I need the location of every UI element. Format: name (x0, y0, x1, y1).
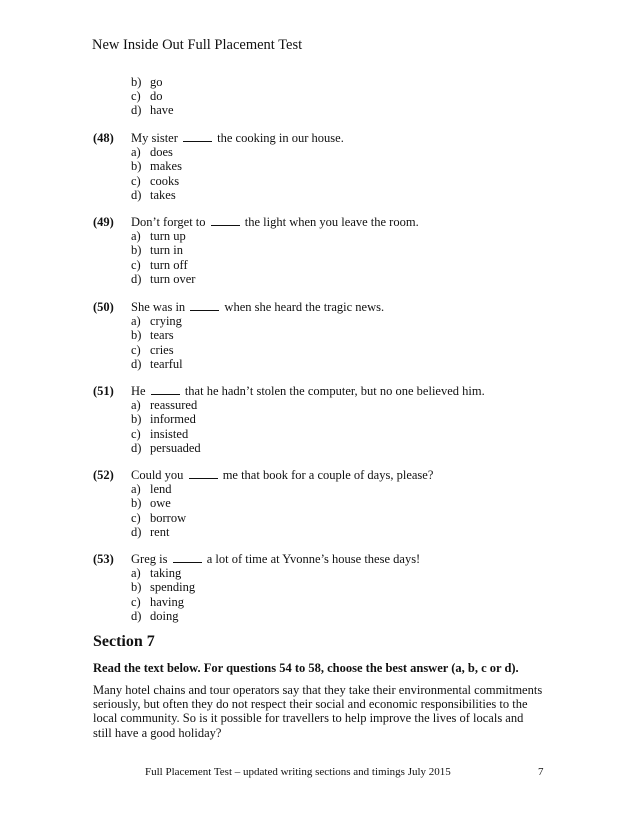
answer-blank (211, 215, 240, 226)
question-number: (49) (93, 215, 114, 229)
option (131, 314, 183, 328)
section-instructions: Read the text below. For questions 54 to 58, choose the best answer (a, b, c or d). (93, 661, 519, 675)
option (131, 580, 195, 594)
stem-before: He (131, 384, 146, 398)
question-number: (50) (93, 300, 114, 314)
option-letter: c) (131, 426, 141, 441)
option-letter: d) (131, 187, 142, 202)
option (131, 75, 174, 89)
option (131, 566, 195, 580)
stem-after: the light when you leave the room. (244, 215, 419, 229)
option-text: reassured (150, 398, 198, 413)
question-stem (131, 300, 384, 314)
options-list (131, 229, 195, 286)
option-letter: c) (131, 510, 141, 525)
option-letter: b) (131, 328, 142, 343)
option (131, 328, 183, 342)
option (131, 272, 195, 286)
option-letter: d) (131, 356, 142, 371)
option-letter: c) (131, 594, 141, 609)
option-letter: c) (131, 257, 141, 272)
option-text: rent (150, 524, 170, 539)
option (131, 609, 195, 623)
option-text: does (150, 145, 173, 160)
option-letter: d) (131, 608, 142, 623)
answer-blank (151, 384, 180, 395)
option-text: go (150, 75, 163, 89)
option-text: spending (150, 580, 196, 595)
option-text: turn up (150, 229, 186, 244)
option-letter: b) (131, 159, 142, 174)
answer-blank (173, 552, 202, 563)
question-stem (131, 131, 344, 145)
page-header: New Inside Out Full Placement Test (92, 37, 303, 53)
option (131, 174, 182, 188)
option-text: informed (150, 412, 196, 427)
option-letter: a) (131, 145, 141, 160)
option (131, 427, 201, 441)
question-number: (48) (93, 131, 114, 145)
option-letter: a) (131, 229, 141, 244)
option-letter: b) (131, 580, 142, 595)
answer-blank (190, 300, 219, 311)
option (131, 595, 195, 609)
stem-before: She was in (131, 300, 186, 314)
option-letter: a) (131, 566, 141, 581)
option-text: insisted (150, 426, 189, 441)
question-number: (51) (93, 384, 114, 398)
question-stem (131, 215, 419, 229)
question-stem (131, 552, 420, 566)
option (131, 482, 186, 496)
options-list (131, 482, 186, 539)
page-footer: Full Placement Test – updated writing sections and timings July 2015 (145, 766, 451, 778)
option (131, 159, 182, 173)
question-stem (131, 468, 433, 482)
option-letter: a) (131, 314, 141, 329)
option (131, 258, 195, 272)
option-text: tears (150, 328, 174, 343)
option (131, 496, 186, 510)
option-text: cries (150, 342, 174, 357)
stem-after: me that book for a couple of days, please? (222, 468, 434, 482)
question-number: (53) (93, 552, 114, 566)
option-text: crying (150, 314, 182, 329)
question-number: (52) (93, 468, 114, 482)
option-text: have (150, 103, 174, 118)
option (131, 145, 182, 159)
stem-before: Don’t forget to (131, 215, 206, 229)
option (131, 343, 183, 357)
option (131, 511, 186, 525)
stem-after: the cooking in our house. (217, 131, 344, 145)
option-text: having (150, 594, 185, 609)
options-list (131, 566, 195, 623)
option-text: takes (150, 187, 176, 202)
option-text: owe (150, 496, 171, 511)
option-letter: c) (131, 89, 141, 104)
reading-passage: Many hotel chains and tour operators say that they take their environmental commitments seriously, but often they do not respect their social and economic responsibilities to the local community. So is it possible for travellers to help improve the lives of locals and still have a good holiday? (93, 683, 543, 740)
option (131, 243, 195, 257)
options-list (131, 145, 182, 202)
option (131, 357, 183, 371)
option-text: turn in (150, 243, 183, 258)
option-letter: d) (131, 103, 142, 118)
stem-before: My sister (131, 131, 178, 145)
options-list (131, 398, 201, 455)
option-text: turn off (150, 257, 188, 272)
option (131, 398, 201, 412)
stem-before: Greg is (131, 552, 168, 566)
stem-after: when she heard the tragic news. (224, 300, 385, 314)
option-text: persuaded (150, 440, 201, 455)
option-text: borrow (150, 510, 187, 525)
option-text: lend (150, 482, 172, 497)
option-letter: b) (131, 75, 142, 89)
stem-before: Could you (131, 468, 184, 482)
option (131, 103, 174, 117)
option-text: turn over (150, 271, 196, 286)
option-letter: b) (131, 496, 142, 511)
option (131, 188, 182, 202)
option-letter: d) (131, 440, 142, 455)
answer-blank (189, 468, 218, 479)
option-letter: b) (131, 412, 142, 427)
page-number: 7 (538, 766, 544, 778)
option-letter: c) (131, 173, 141, 188)
continued-options (131, 75, 174, 118)
option-text: do (150, 89, 163, 104)
option-letter: a) (131, 398, 141, 413)
stem-after: a lot of time at Yvonne’s house these days! (206, 552, 421, 566)
option-letter: d) (131, 524, 142, 539)
option (131, 525, 186, 539)
option-text: doing (150, 608, 179, 623)
option-letter: a) (131, 482, 141, 497)
option-letter: d) (131, 271, 142, 286)
option (131, 229, 195, 243)
option-text: makes (150, 159, 182, 174)
option-letter: c) (131, 342, 141, 357)
stem-after: that he hadn’t stolen the computer, but no one believed him. (184, 384, 485, 398)
option-text: tearful (150, 356, 183, 371)
question-stem (131, 384, 485, 398)
answer-blank (183, 131, 212, 142)
option (131, 89, 174, 103)
option-letter: b) (131, 243, 142, 258)
option-text: taking (150, 566, 182, 581)
section-title: Section 7 (93, 633, 155, 650)
option-text: cooks (150, 173, 180, 188)
options-list (131, 314, 183, 371)
option (131, 441, 201, 455)
option (131, 412, 201, 426)
